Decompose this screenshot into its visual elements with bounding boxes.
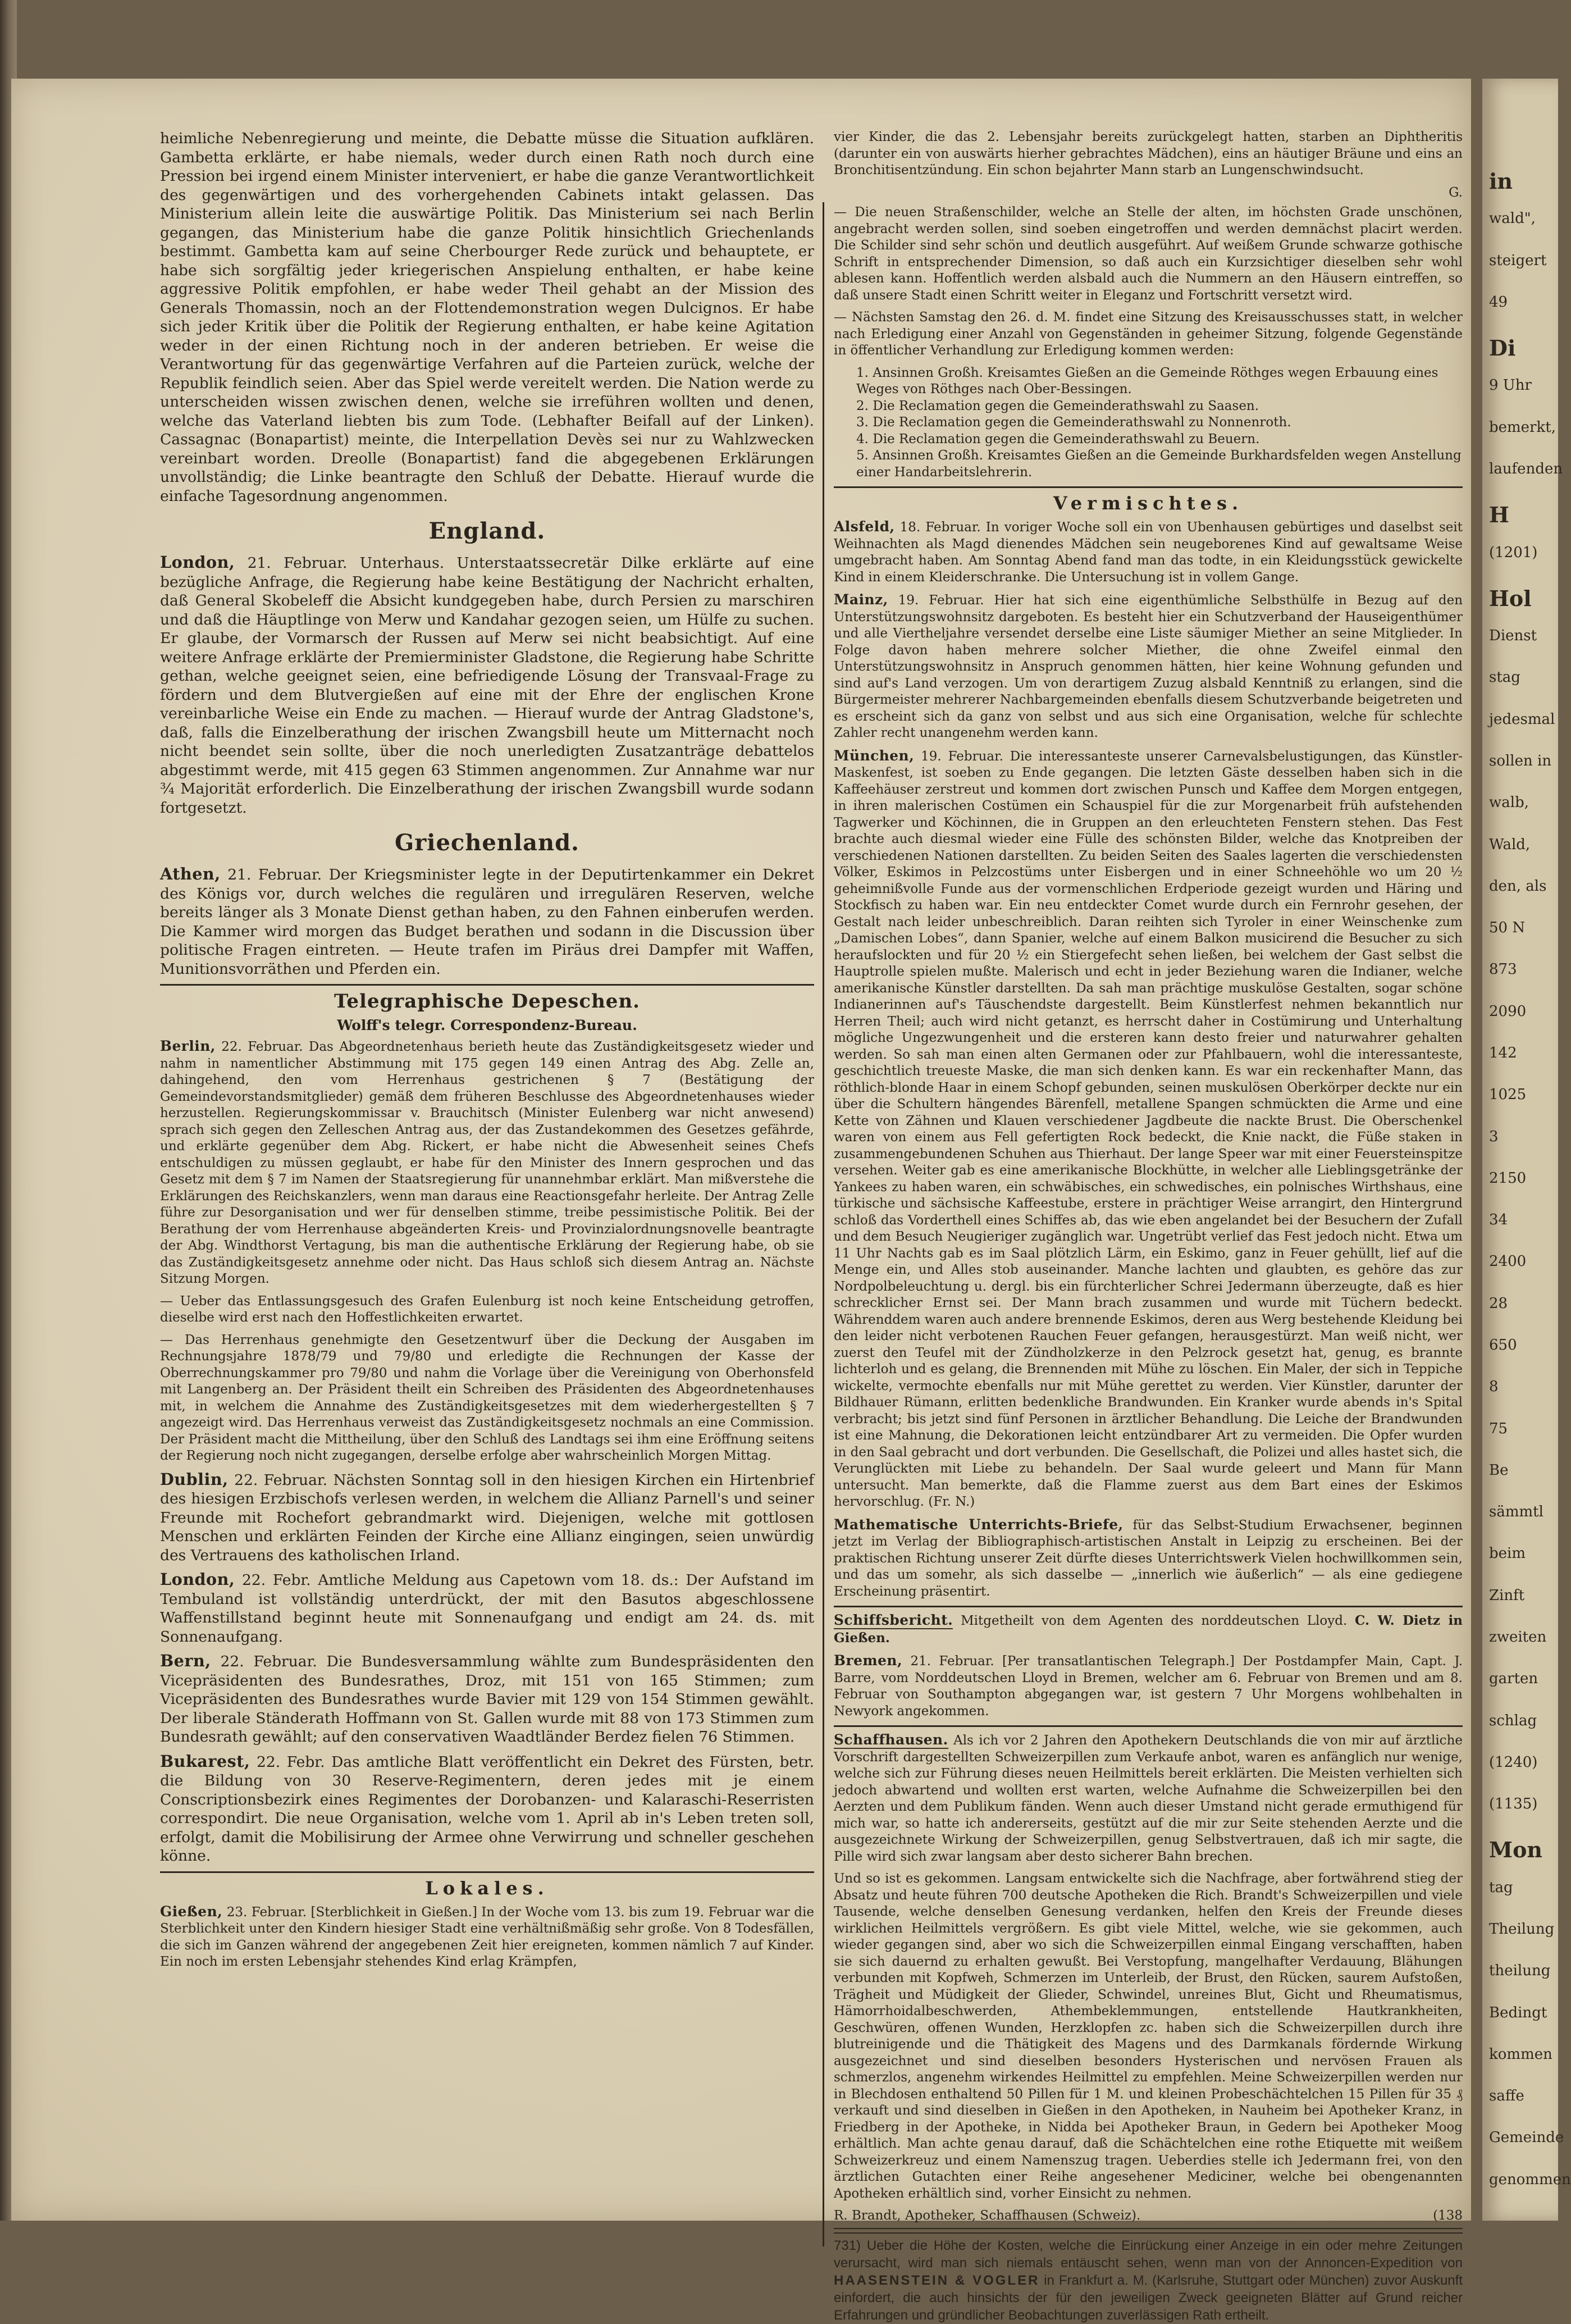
facing-page-fragment: genommen [1489,2171,1571,2188]
facing-page-fragment: Be [1489,1461,1509,1479]
facing-page-fragment: steigert [1489,252,1547,269]
dateline-alsfeld: Alsfeld, [834,518,895,535]
schaffhausen-ad-continued: Und so ist es gekommen. Langsam entwickelte sich die Nachfrage, aber fortwährend stieg der Absatz und heute führen 700 deutsche Apotheken die Rich. Brandt's Schweizerpillen und viele Tausende, welche denselben Genesung verdanken, helfen den Kreis der Freunde dieses wirklichen Heilmittels vergrößern. Es gibt viele Mittel, welche, wie sie gekommen, auch wieder gegangen sind, aber wo sich die Schweizerpillen einmal Eingang verschafften, haben sie sich dauernd zu erhalten gewußt. Bei Verstopfung, mangelhafter Verdauung, Blähungen verbunden mit Kopfweh, Schmerzen im Unterleib, der Brust, den Rücken, saurem Aufstoßen, Trägheit und Müdigkeit der Glieder, Schwindel, unreines Blut, Gicht und Rheumatismus, Hämorrhoidalbeschwerden, Athembeklemmungen, entstellende Hautkrankheiten, Geschwüren, offenen Wunden, Herzklopfen zc. haben sich die Schweizerpillen durch ihre blutreinigende und die Thätigkeit des Magens und des Darmkanals fördernde Wirkung ausgezeichnet und sind dieselben besonders Hysterischen und nervösen Frauen als schmerzlos, angenehm wirkendes Heilmittel zu empfehlen. Meine Schweizerpillen werden nur in Blechdosen enthaltend 50 Pillen für 1 M. und kleinen Probeschächtelchen 15 Pillen für 35 ₰ verkauft und sind dieselben in Gießen in den Apotheken, in Nauheim bei Apotheker Kranz, in Friedberg in der Apotheke, in Nidda bei Apotheker Braun, in Gedern bei Apotheker Moog erhältlich. Man achte genau darauf, daß die Schächtelchen eine rothe Etiquette mit weißem Schweizerkreuz und einem Namenszug tragen. Ueberdies stelle ich Jedermann frei, von den ärztlichen Gutachten einer Reihe angesehener Mediciner, welche bei obengenannten Apotheken erhältlich sind, vorher Einsicht zu nehmen. [834,1871,1463,2201]
facing-page-fragment: tag [1489,1879,1513,1896]
dublin-dispatch [160,1470,814,1565]
facing-page-fragment: 2090 [1489,1002,1527,1020]
dateline-london-2: London, [160,1570,235,1589]
agenda-list [834,365,1463,481]
newspaper-page [11,79,1471,2323]
dateline-berlin: Berlin, [160,1038,216,1054]
giessen-text: 23. Februar. [Sterblichkeit in Gießen.] In der Woche vom 13. bis zum 19. Februar war die Sterblichkeit unter den Kindern hiesiger Stadt eine verhältnißmäßig sehr große. Von 8 Todesfällen, die sich im Ganzen während der angegebenen Zeit hier ereigneten, kommen nämlich 7 auf Kinder. Ein noch im ersten Lebensjahr stehendes Kind erlag Krämpfen, [160,1904,814,1969]
alsfeld-article [834,518,1463,586]
dateline-giessen: Gießen, [160,1903,223,1920]
heading-telegraph: Telegraphische Depeschen. [334,990,640,1013]
right-column [834,129,1463,2323]
muenchen-source: (Fr. N.) [928,1494,975,1509]
bern-text: 22. Februar. Die Bundesversammlung wählte zum Bundespräsidenten den Vicepräsidenten des Bundesrathes, Droz, mit 151 von 165 Stimmen; zum Vicepräsidenten des Bundesrathes wurde Bavier mit 129 von 154 Stimmen gewählt. Der liberale Ständerath Hoffmann von St. Gallen wurde mit 88 von 173 Stimmen zum Bundesrath gewählt; auf den conservativen Waadtländer Berdez fielen 76 Stimmen. [160,1653,814,1746]
facing-page-fragment: Theilung [1489,1921,1555,1938]
column-divider [823,202,824,2246]
facing-page-edge [1482,79,1571,2221]
ship-agent: C. W. Dietz in Gießen. [834,1613,1463,1646]
facing-page-fragment: 142 [1489,1045,1517,1061]
facing-page-fragment: jedesmal [1489,710,1555,728]
athen-article [160,865,814,978]
haasenstein-text-2: in Frankfurt a. M. (Karlsruhe, Stuttgart oder München) zuvor Auskunft einfordert, die auch hinsichts der für den jeweiligen Zweck geeigneten Blätter auf Grund reicher Erfahrungen und gründlicher Beobachtungen zuverlässigen Rath ertheilt. [834,2272,1463,2323]
facing-page-fragment: bemerkt, [1489,418,1556,436]
facing-page-fragment: zweiten [1489,1629,1547,1646]
facing-page-fragment: 75 [1489,1420,1508,1437]
facing-page-fragment: 650 [1489,1337,1517,1354]
bukarest-dispatch [160,1752,814,1866]
giessen-continued: vier Kinder, die das 2. Lebensjahr bereits zurückgelegt hatten, starben an Diphtheritis (darunter ein von auswärts hierher gebrachtes Mädchen), eins an häutiger Bräune und eins an Bronchitisentzündung. Ein schon bejahrter Mann starb an Lungenschwindsucht. [834,130,1463,177]
ad-number: (138 [1433,2208,1463,2223]
mainz-text: 19. Februar. Hier hat sich eine eigenthümliche Selbsthülfe in Bezug auf den Unterstützungswohnsitz dargeboten. Es besteht hier ein Schutzverband der Hauseigenthümer und alle Viertheljahre versendet derselbe eine Liste säumiger Miether an seine Mitglieder. In Folge davon haben mehrere solcher Miether, die ohne Zweifel einmal den Unterstützungswohnsitz in Anspruch genommen hätten, hier keine Wohnung gefunden und sind auf's Land verzogen. Um von derartigem Zuzug alsbald Kenntniß zu erlangen, sind die Bürgermeister mehrerer Nachbargemeinden ebenfalls diesem Schutzverbande beigetreten und es erscheint sich da ganz von selbst und aus sich eine Organisation, welche für schlechte Zahler recht unangenehm werden kann. [834,593,1463,740]
dateline-athen: Athen, [160,864,221,883]
section-rule [160,984,814,986]
giessen-article [160,1903,814,1971]
heading-vermischtes: Vermischtes. [1053,493,1244,514]
facing-page-fragment: 34 [1489,1211,1508,1229]
haasenstein-ad [834,2237,1463,2324]
facing-page-fragment: stag [1489,669,1520,686]
heading-england: England. [428,518,546,544]
math-letters-notice [834,1516,1463,1601]
bukarest-text: 22. Febr. Das amtliche Blatt veröffentlicht ein Dekret des Fürsten, betr. die Bildung von 30 Reserve-Regimentern, deren jedes mit je einem Conscriptionsbezirk eines Regimentes der Dorobanzen- und Kalaraschi-Reserristen correspondirt. Die neue Organisation, welche vom 1. April ab in's Leben treten soll, erfolgt, damit die Mobilisirung der Armee ohne Verwirrung und schneller geschehen könne. [160,1753,814,1865]
facing-page-fragment: Hol [1489,585,1532,611]
facing-page-fragment: 28 [1489,1295,1508,1312]
haasenstein-text-1: Ueber die Höhe der Kosten, welche die Einrückung einer Anzeige in ein oder mehre Zeitungen verursacht, wird man sich niemals entäuscht sehen, wenn man von der Annoncen-Expedition von [834,2238,1463,2271]
signature-g: G. [1449,185,1463,200]
facing-page-fragment: saffe [1489,2088,1524,2105]
math-letters-title: Mathematische Unterrichts-Briefe, [834,1516,1124,1533]
dublin-text: 22. Februar. Nächsten Sonntag soll in den hiesigen Kirchen ein Hirtenbrief des hiesigen Erzbischofs verlesen werden, in welchem die Allianz Parnell's und seiner Freunde mit Rochefort gebrandmarkt wird. Diejenigen, welche mit gottlosen Menschen und erklärten Feinden der Kirche eine Allianz eingingen, seien unwürdig des Vertrauens des katholischen Irland. [160,1471,814,1564]
facing-page-fragment: garten [1489,1670,1538,1688]
facing-page-fragment: 8 [1489,1378,1499,1396]
section-rule [834,2228,1463,2229]
ship-report-intro: Mitgetheilt von dem Agenten des norddeutschen Lloyd. [961,1614,1348,1628]
strassenschilder-article: — Die neuen Straßenschilder, welche an Stelle der alten, im höchsten Grade unschönen, angebracht werden sollen, sind soeben eingetroffen und werden demnächst placirt werden. Die Schilder sind sehr schön und deutlich ausgeführt. Auf weißem Grunde schwarze gothische Schrift in entsprechender Dimension, so daß auch ein Kurzsichtiger dieselben sehr wohl ablesen kann. Hoffentlich werden alsbald auch die Nummern an den Häusern eintreffen, so daß unsere Stadt einen Schritt weiter in Eleganz und Fortschritt versetzt wird. [834,205,1463,303]
schaffhausen-text: Als ich vor 2 Jahren den Apothekern Deutschlands die von mir auf ärztliche Vorschrift dargestellten Schweizerpillen zum Verkaufe anbot, waren es anfänglich nur wenige, welche sich zur Führung dieses neuen Heilmittels bereit erklärten. Die Meisten verhielten sich jedoch abwartend und wollten erst warten, welche Aufnahme die Schweizerpillen bei den Aerzten und dem Publikum fänden. Wenn auch dieser Umstand nicht gerade ermuthigend für mich war, so hatte ich andererseits, gestützt auf die mir zur Seite stehenden Aerzte und die ausgezeichnete Wirkung der Schweizerpillen, genug Selbstvertrauen, daß ich mir sagte, die Pille wird sich zwar langsam aber desto sicherer Bahn brechen. [834,1733,1463,1864]
facing-page-fragment: 49 [1489,293,1508,311]
agenda-item: 5. Ansinnen Großh. Kreisamtes Gießen an die Gemeinde Burkhardsfelden wegen Anstellung einer Handarbeitslehrerin. [856,448,1462,480]
section-rule [834,2232,1463,2234]
dateline-schaffhausen: Schaffhausen. [834,1731,948,1748]
facing-page-fragment: Dienst [1489,627,1537,645]
facing-page-fragment: Di [1489,335,1516,361]
facing-page-fragment: sollen in [1489,753,1552,769]
dateline-bern: Bern, [160,1651,211,1670]
dateline-dublin: Dublin, [160,1469,229,1489]
facing-page-fragment: 50 N [1489,919,1526,937]
left-column [160,129,814,2193]
kreisausschuss-article: — Nächsten Samstag den 26. d. M. findet eine Sitzung des Kreisausschusses statt, in welcher nach Erledigung einer Anzahl von Gegenständen in geheimer Sitzung, folgende Gegenstände in öffentlicher Verhandlung zur Erledigung kommen werden: [834,310,1463,358]
gambetta-article: heimliche Nebenregierung und meinte, die Debatte müsse die Situation aufklären. Gambetta erklärte, er habe niemals, weder durch einen Rath noch durch eine Pression bei irgend einem Minister interveniert, er habe die ganze Verantwortlichkeit des gegenwärtigen und des vorhergehenden Cabinets intakt gelassen. Das Ministerium allein leite die auswärtige Politik. Das Ministerium sei nach Berlin gegangen, das Ministerium habe die ganze Politik hinsichtlich Griechenlands bestimmt. Gambetta kam auf seine Cherbourger Rede zurück und behauptete, er habe sich sorgfältig jeder kriegerischen Anspielung enthalten, er habe keine aggressive Politik empfohlen, er habe weder Theil gehabt an der Mission des Generals Thomassin, noch an der Flottendemonstration wegen Dulcignos. Er habe sich jeder Kritik über die Politik der Regierung enthalten, er habe keine Agitation weder in der einen Richtung noch in der anderen betrieben. Er weise die Verantwortung für das gegenwärtige Verfahren auf die Parteien zurück, welche der Republik feindlich seien. Aber das Spiel werde vereitelt werden. Die Nation werde zu unterscheiden wissen zwischen denen, welche sie irreführen wollten und denen, welche das Vaterland liebten bis zum Tode. (Lebhafter Beifall auf der Linken). Cassagnac (Bonapartist) meinte, die Interpellation Devès sei nur zu Wahlzwecken vereinbart worden. Dreolle (Bonapartist) fand die abgegebenen Erklärungen unvollständig; die Linke beantragte den Schluß der Debatte. Hierauf wurde die einfache Tagesordnung angenommen. [160,130,814,505]
facing-page-fragment: Gemeinde [1489,2129,1564,2147]
agenda-item: 3. Die Reclamation gegen die Gemeinderathswahl zu Nonnenroth. [856,415,1291,430]
heading-wolff-bureau: Wolff's telegr. Correspondenz-Bureau. [337,1017,637,1033]
facing-page-fragment: sämmtl [1489,1503,1543,1521]
bremen-text: 21. Februar. [Per transatlantischen Telegraph.] Der Postdampfer Main, Capt. J. Barre, vom Norddeutschen Lloyd in Bremen, welcher am 6. Februar von Bremen und am 8. Februar von Southampton abgegangen war, ist gestern 7 Uhr Morgens wohlbehalten in Newyork angekommen. [834,1654,1463,1719]
section-rule [834,1725,1463,1727]
alsfeld-text: 18. Februar. In voriger Woche soll ein von Ubenhausen gebürtiges und daselbst seit Weihnachten als Magd dienendes Mädchen sein neugeborenes Kind auf gewaltsame Weise umgebracht haben. Am Sonntag Abend fand man das todte, in ein Kleidungsstück gewickelte Kind in einem Kleiderschranke. Die Untersuchung ist in vollem Gange. [834,520,1463,585]
facing-page-fragment: 9 Uhr [1489,377,1532,394]
agenda-item: 1. Ansinnen Großh. Kreisamtes Gießen an die Gemeinde Röthges wegen Erbauung eines Weges von Röthges nach Ober-Bessingen. [856,365,1438,397]
facing-page-fragment: 873 [1489,961,1517,978]
dateline-muenchen: München, [834,747,915,764]
facing-page-fragment: (1240) [1489,1753,1538,1771]
facing-page-fragment: Bedingt [1489,2004,1547,2021]
facing-page-fragment: den, als [1489,877,1547,895]
dateline-bukarest: Bukarest, [160,1751,250,1771]
facing-page-fragment: wald", [1489,210,1536,227]
facing-page-fragment: kommen [1489,2045,1552,2063]
facing-page-fragment: Zinft [1489,1587,1525,1604]
berlin-dispatch [160,1038,814,1288]
facing-page-fragment: (1135) [1489,1796,1538,1813]
heading-lokales: Lokales. [425,1877,549,1899]
muenchen-text: 19. Februar. Die interessanteste unserer Carnevalsbelustigungen, das Künstler-Maskenfest, ist soeben zu Ende gegangen. Die letzten Gäste desselben haben sich in die Kaffeehäuser zerstreut und kommen dort zwischen Punsch und Kaffee dem Morgen entgegen, in ihren malerischen Costümen ein Schauspiel für die zur Morgenarbeit früh aufstehenden Tagwerker und Köchinnen, die in Gruppen an den erleuchteten Fenstern stehen. Das Fest brachte auch diesmal wieder eine Fülle des schönsten Bilder, welche das Knotpreiben der verschiedenen Nationen darstellten. Zu beiden Seiten des Saales lagerten die verschiedensten Völker, Eskimos in Pelzcostüms unter Eisbergen und in einer Schneehöhle wo um 20 ½ geheimnißvolle Funde aus der vormenschlichen Erdperiode gezeigt wurden und Häring und Stockfisch zu haben war. Ein neu entdeckter Comet wurde durch ein Fernrohr gesehen, der Gestalt nach leider unbeschreiblich. Daran reihten sich Tyroler in einer Weinschenke zum „Damischen Lobes“, dann Spanier, welche auf einem Balkon musicirend die Besucher zu sich heraufslockten und für 20 ½ ein Stiergefecht sehen ließen, bei welchem der Gast selbst die Hauptrolle spielen mußte. Malerisch und echt in jeder Beziehung waren die Indianer, welche amerikanische Künstler darstellten. Da sah man prächtige muskulöse Gestalten, sogar schöne Indianerinnen auf's Täuschendste dargestellt. Beim Künstlerfest nehmen bekanntlich nur Herren Theil; auch wird nicht getanzt, es herrscht daher in Costümirung und Unterhaltung mögliche Ungezwungenheit und die ersteren kann desto freier und naturwahrer gehalten werden. So sah man einen alten Germanen oder zur Pfahlbauern, wohl die interessanteste, geschichtlich treueste Maske, die man sich denken kann. Es war ein reckenhafter Mann, das röthlich-blonde Haar in einem Schopf gebunden, seinen muskulösen Oberkörper deckte nur ein über die Schultern hängendes Bärenfell, metallene Spangen schmückten die Arme und eine Kette von Zähnen und Klauen verschiedener Jagdbeute die nackte Brust. Die Oberschenkel waren von einem aus Fell gefertigten Rock bedeckt, die Knie nackt, die Füße staken in zusammengebundenen Schuhen aus Thierhaut. Der lange Speer war mit einer Feuersteinspitze versehen. Weiter gab es eine amerikanische Blockhütte, in welcher alle Lieblingsgetränke der Yankees zu haben waren, ein schwäbisches, ein schwedisches, ein polnisches Wirthshaus, eine türkische und sächsische Kaffeestube, erstere in prächtiger Weise arrangirt, den Hintergrund schloß das Vorderthell eines Schiffes ab, das wie eben angelandet bei der Besuchern der Zufall und dem Besuch Neugieriger zugänglich war. Ungetrübt verlief das Fest jedoch nicht. Etwa um 11 Uhr Nachts gab es im Saal plötzlich Lärm, ein Eskimo, ganz in Feuer gehüllt, lief auf die Menge ein, und Alles stob auseinander. Manche lachten und glaubten, es gehöre das zur Nordpolbeleuchtung u. dergl. bis ein fürchterlicher Schrei Jedermann überzeugte, daß es hier schrecklicher Ernst sei. Der Mann brach zusammen und wurde mit Tüchern bedeckt. Währenddem waren auch andere brennende Eskimos, deren aus Werg bestehende Kleidung bei den leider nicht verbotenen Rauchen Feuer gefangen, herausgestürzt. Man weiß nicht, wer zuerst den Teufel mit der Zündholzkerze in den Pelzrock gesetzt hat, genug, es brannte lichterloh und es gelang, die Brennenden mit Mühe zu löschen. Ein Maler, der sich in Teppiche wickelte, vermochte ebenfalls nur mit Mühe gerettet zu werden. Vier Künstler, darunter der Bildhauer Rümann, erlitten bedenkliche Brandwunden. Ein Kranker wurde abends in's Spital verbracht; bis jetzt sind fünf Personen in ärztlicher Behandlung. Die Leiche der Brandwunden ist eine Mahnung, die Dekorationen leicht entzündbarer Art zu vermeiden. Die Opfer wurden in den Saal gebracht und dort verbunden. Die Gesellschaft, die Polizei und alles hastet sich, die Verunglückten mit Liebe zu behandeln. Der Saal wurde geleert und Mann für Mann untersucht. Man bemerkte, daß die Flamme zuerst aus dem Bart eines der Eskimos hervorschlug. [834,749,1463,1509]
schaffhausen-signature-row [834,2208,1463,2225]
ship-report-title: Schiffsbericht. [834,1612,953,1628]
schaffhausen-ad [834,1731,1463,1865]
section-rule [834,1606,1463,1607]
herrenhaus-note: — Das Herrenhaus genehmigte den Gesetzentwurf über die Deckung der Ausgaben im Rechnungsjahre 1878/79 und 79/80 und erledigte die Rechnungen der Kasse der Oberrechnungskammer pro 79/80 und nahm die Vorlage über die Vereinigung von Oberhonsfeld mit Langenberg an. Der Präsident theilt ein Schreiben des Präsidenten des Abgeordnetenhauses mit, in welchem die Annahme des Zuständigkeitsgesetzes mit dem wiederhergestellten § 7 angezeigt wird. Das Herrenhaus verweist das Zuständigkeitsgesetz nochmals an eine Commission. Der Präsident macht die Mittheilung, über den Schluß des Landtags sei ihm eine Eröffnung seitens der Regierung noch nicht zugegangen, derselbe erfolge aber wahrscheinlich Morgen Mittag. [160,1332,814,1463]
haasenstein-firm: HAASENSTEIN & VOGLER [834,2272,1040,2288]
facing-page-fragment: (1201) [1489,544,1538,561]
agenda-item: 2. Die Reclamation gegen die Gemeinderathswahl zu Saasen. [856,398,1259,413]
facing-page-fragment: 2400 [1489,1253,1527,1270]
dateline-london: London, [160,553,235,572]
facing-page-fragment: laufenden [1489,461,1563,477]
ad-number: 731) [834,2238,861,2253]
section-rule [160,1871,814,1873]
facing-page-fragment: Wald, [1489,836,1531,853]
bern-dispatch [160,1652,814,1747]
london-dispatch [160,1570,814,1646]
facing-page-fragment: walb, [1489,794,1529,812]
schaffhausen-signature: R. Brandt, Apotheker, Schaffhausen (Schweiz). [834,2208,1141,2223]
dateline-mainz: Mainz, [834,591,888,608]
london2-text: 22. Febr. Amtliche Meldung aus Capetown vom 18. ds.: Der Aufstand im Tembuland ist vollständig unterdrückt, der mit den Basutos abgeschlossene Waffenstillstand beginnt heute mit Sonnenaufgang und endigt am 24. ds. mit Sonnenaufgang. [160,1571,814,1646]
math-letters-text: für das Selbst-Studium Erwachsener, beginnen jetzt im Verlag der Bibliographisch-artistischen Anstalt in Leipzig zu erscheinen. Bei der praktischen Richtung unserer Zeit dürfte dieses Unterrichtswerk Vielen hochwillkommen sein, und das um somehr, als sich dasselbe — „innerlich wie äußerlich“ — als eine gediegene Erscheinung präsentirt. [834,1518,1463,1599]
muenchen-article [834,748,1463,1511]
facing-page-fragment: 2150 [1489,1169,1527,1187]
berlin-text: 22. Februar. Das Abgeordnetenhaus berieth heute das Zuständigkeitsgesetz wieder und nahm in namentlicher Abstimmung mit 175 gegen 149 einen Antrag des Abg. Zelle an, dahingehend, den vom Herrenhaus gestrichenen § 7 (Bestätigung der Gemeindevorstandsmitglieder) gemäß dem früheren Beschlusse des Abgeordnetenhauses wieder herzustellen. Regierungskommissar v. Brauchitsch (Minister Eulenberg war nicht anwesend) sprach sich gegen den Zelleschen Antrag aus, der das Zustandekommen des Gesetzes gefährde, und erklärte gegenüber dem Abg. Rickert, er habe nicht die Abwesenheit seines Chefs entschuldigen zu müssen geglaubt, er habe für den Minister des Innern gesprochen und das Gesetz mit dem § 7 im Namen der Staatsregierung für unannehmbar erklärt. Man mißverstehe die Erklärungen des Reichskanzlers, wenn man daraus eine Reactionsgefahr herleite. Der Antrag Zelle führe zur Desorganisation und wer für denselben stimme, treibe pessimistische Politik. Bei der Berathung der vom Herrenhause abgeänderten Kreis- und Provinzialordnungsnovelle beantragte der Abg. Windthorst Vertagung, bis man die authentische Erklärung der Regierung habe, ob sie das Zuständigkeitsgesetz annehme oder nicht. Das Haus schloß sich diesem Antrag an. Nächste Sitzung Morgen. [160,1040,815,1286]
facing-page-fragment: 1025 [1489,1086,1527,1104]
facing-page-fragment: Mon [1489,1837,1543,1863]
eulenburg-note: — Ueber das Entlassungsgesuch des Grafen Eulenburg ist noch keine Entscheidung getroffen, dieselbe wird erst nach den Hoffestlichkeiten erwartet. [160,1293,814,1325]
dateline-bremen: Bremen, [834,1652,903,1669]
mainz-article [834,591,1463,742]
section-rule [834,486,1463,488]
facing-page-fragment: 3 [1489,1128,1499,1145]
facing-page-fragment: schlag [1489,1712,1537,1729]
bremen-report [834,1652,1463,1720]
facing-page-fragment: theilung [1489,1962,1551,1980]
agenda-item: 4. Die Reclamation gegen die Gemeinderathswahl zu Beuern. [856,431,1260,446]
london-text: 21. Februar. Unterhaus. Unterstaatssecretär Dilke erklärte auf eine bezügliche Anfrage, die Regierung habe keine Bestätigung der Nachricht erhalten, daß General Skobeleff die Absicht kundgegeben habe, durch Persien zu marschiren und daß die Häuptlinge von Merw und Kandahar gezogen seien, um Hülfe zu suchen. Er glaube, der Vormarsch der Russen auf Merw sei nicht beabsichtigt. Auf eine weitere Anfrage erklärte der Premierminister Gladstone, die Regierung habe Schritte gethan, welche geeignet seien, eine befriedigende Lösung der Transvaal-Frage zu fördern und dem Blutvergießen auf eine mit der Ehre der englischen Krone vereinbarliche Weise ein Ende zu machen. — Hierauf wurde der Antrag Gladstone's, daß, falls die Einzelberathung der irischen Zwangsbill heute um Mitternacht noch nicht beendet sein sollte, über die noch unerledigten Zusatzanträge debattelos abgestimmt werde, mit 415 gegen 63 Stimmen angenommen. Zur Annahme war nur ¾ Majorität erforderlich. Die Einzelberathung der irischen Zwangsbill wurde sodann fortgesetzt. [160,554,814,817]
facing-page-fragment: H [1489,502,1509,528]
ship-report [834,1612,1463,1647]
london-article [160,553,814,817]
athen-text: 21. Februar. Der Kriegsminister legte in der Deputirtenkammer ein Dekret des Königs vor, durch welches die regulären und irregulären Reserven, welche bereits länger als 3 Monate Dienst gethan haben, zu den Fahnen einberufen werden. Die Kammer wird morgen das Budget berathen und sodann in die Discussion über politische Fragen eintreten. — Heute trafen im Piräus drei Dampfer mit Waffen, Munitionsvorräthen und Pferden ein. [160,866,814,978]
heading-griechenland: Griechenland. [395,830,579,856]
facing-page-fragment: beim [1489,1545,1526,1562]
facing-page-fragment: in [1489,168,1513,194]
